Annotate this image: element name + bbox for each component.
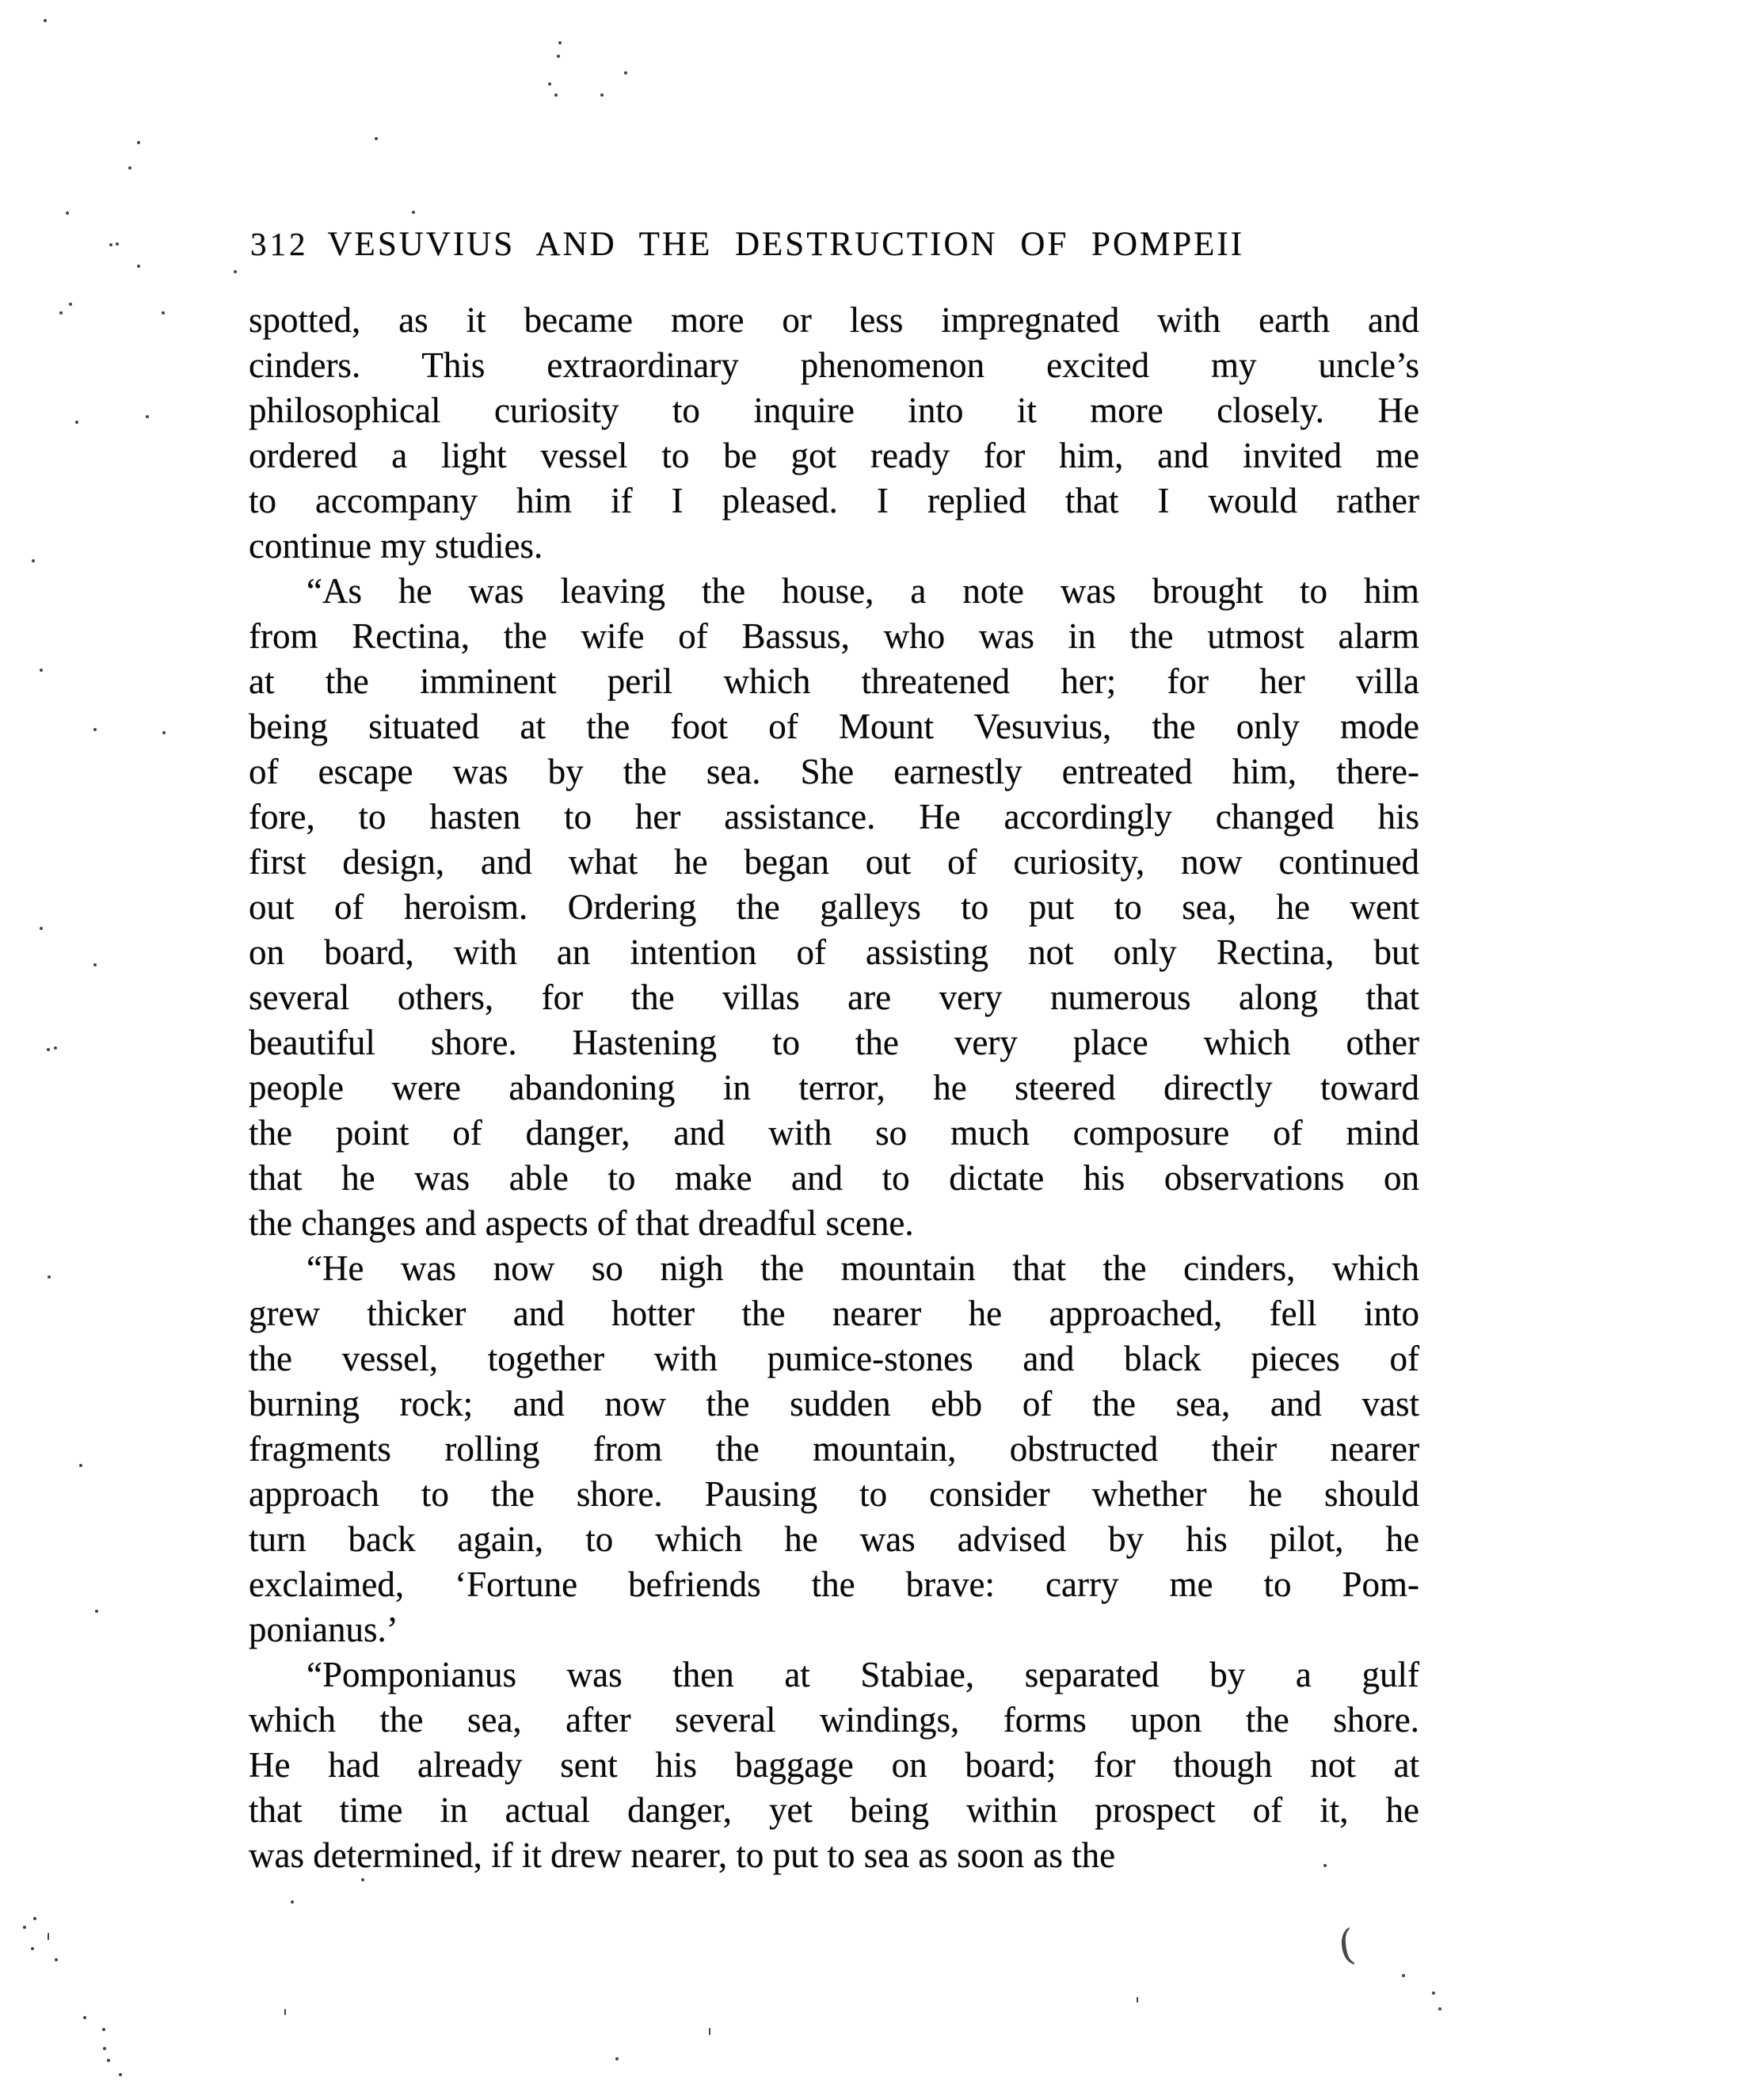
text-line: approach to the shore. Pausing to consider whether he should <box>249 1474 1419 1514</box>
text-line: ponianus.’ <box>249 1610 398 1649</box>
text-line: that he was able to make and to dictate his observations on <box>249 1158 1419 1198</box>
scan-curl-artifact: ( <box>1335 1920 1358 1971</box>
scan-speckle <box>32 559 35 562</box>
text-line: that time in actual danger, yet being within prospect of it, he <box>249 1790 1419 1830</box>
scan-speckle <box>33 1917 36 1920</box>
scan-speckle <box>59 311 63 314</box>
scan-speckle <box>23 1926 26 1929</box>
scan-speckle <box>361 1878 364 1881</box>
scan-speckle <box>615 2057 619 2060</box>
text-line: at the imminent peril which threatened her; for her villa <box>249 661 1419 701</box>
paragraph <box>249 1246 1419 1652</box>
text-line: “As he was leaving the house, a note was brought to him <box>307 571 1419 611</box>
text-line: “He was now so nigh the mountain that the cinders, which <box>307 1248 1419 1288</box>
scan-speckle <box>284 2009 286 2015</box>
text-line: fragments rolling from the mountain, obstructed their nearer <box>249 1429 1419 1469</box>
text-line: the point of danger, and with so much composure of mind <box>249 1113 1419 1153</box>
scan-speckle <box>709 2028 710 2035</box>
scan-speckle <box>55 1958 58 1961</box>
text-line: burning rock; and now the sudden ebb of the sea, and vast <box>249 1384 1419 1424</box>
scan-speckle <box>557 55 560 58</box>
scan-speckle <box>1438 2007 1441 2010</box>
scan-speckle <box>54 1046 57 1050</box>
text-line: of escape was by the sea. She earnestly entreated him, there- <box>249 752 1419 791</box>
scan-speckle <box>75 421 78 424</box>
text-line: He had already sent his baggage on board; for though not at <box>249 1745 1419 1785</box>
scan-speckle <box>234 270 237 273</box>
scan-speckle <box>291 1900 294 1904</box>
text-line: beautiful shore. Hastening to the very place which other <box>249 1023 1419 1062</box>
scan-speckle <box>1402 1974 1405 1977</box>
text-line: turn back again, to which he was advised by his pilot, he <box>249 1519 1419 1559</box>
paragraph <box>249 1652 1419 1878</box>
scan-speckle <box>375 137 378 140</box>
paragraph <box>249 298 1419 569</box>
scan-speckle <box>102 2028 105 2031</box>
scan-speckle <box>137 141 140 144</box>
text-line: was determined, if it drew nearer, to put to sea as soon as the <box>249 1835 1116 1875</box>
text-line: the vessel, together with pumice-stones and black pieces of <box>249 1339 1419 1378</box>
scan-speckle <box>1137 1997 1138 2003</box>
scan-speckle <box>47 1048 50 1051</box>
scan-speckle <box>95 1610 98 1613</box>
scan-speckle <box>40 669 43 672</box>
scan-speckle <box>69 303 72 306</box>
scan-speckle <box>44 19 47 22</box>
text-line: from Rectina, the wife of Bassus, who was in the utmost alarm <box>249 616 1419 656</box>
running-title: VESUVIUS AND THE DESTRUCTION OF POMPEII <box>327 226 1245 263</box>
text-line: people were abandoning in terror, he steered directly toward <box>249 1068 1419 1107</box>
text-line: ordered a light vessel to be got ready for him, and invited me <box>249 436 1419 475</box>
scan-speckle <box>31 1947 34 1950</box>
text-line: several others, for the villas are very numerous along that <box>249 978 1419 1017</box>
scan-speckle <box>558 41 562 44</box>
scan-speckle <box>624 71 627 74</box>
scan-speckle <box>128 166 131 170</box>
text-line: cinders. This extraordinary phenomenon excited my uncle’s <box>249 345 1419 385</box>
scan-speckle <box>66 212 69 215</box>
text-line: continue my studies. <box>249 526 543 566</box>
text-line: fore, to hasten to her assistance. He accordingly changed his <box>249 797 1419 837</box>
text-line: exclaimed, ‘Fortune befriends the brave: carry me to Pom- <box>249 1565 1419 1604</box>
text-line: being situated at the foot of Mount Vesuvius, the only mode <box>249 707 1419 746</box>
paragraph <box>249 569 1419 1246</box>
scan-speckle <box>162 311 165 314</box>
text-line: which the sea, after several windings, forms upon the shore. <box>249 1700 1419 1740</box>
scan-speckle <box>412 211 415 214</box>
scan-speckle <box>146 415 149 418</box>
text-line: on board, with an intention of assisting not only Rectina, but <box>249 932 1419 972</box>
page-number: 312 <box>250 226 309 262</box>
text-line: the changes and aspects of that dreadful scene. <box>249 1203 914 1243</box>
scan-speckle <box>1432 1991 1435 1995</box>
text-line: first design, and what he began out of curiosity, now continued <box>249 842 1419 882</box>
text-line: out of heroism. Ordering the galleys to put to sea, he went <box>249 887 1419 927</box>
scan-speckle <box>119 2073 122 2076</box>
scan-speckle <box>79 1464 82 1467</box>
scan-speckle <box>48 1933 49 1940</box>
scan-speckle <box>554 93 558 97</box>
scan-speckle <box>83 2016 86 2019</box>
scan-speckle <box>137 265 140 268</box>
scan-speckle <box>103 2047 106 2050</box>
scan-speckle <box>93 728 97 731</box>
scan-speckle <box>600 93 604 97</box>
scan-speckle <box>40 927 43 930</box>
page-header <box>250 227 1244 261</box>
text-line: philosophical curiosity to inquire into it more closely. He <box>249 391 1419 430</box>
scan-speckle <box>548 82 551 86</box>
text-line: grew thicker and hotter the nearer he approached, fell into <box>249 1294 1419 1333</box>
scan-speckle <box>1323 1864 1327 1867</box>
scan-speckle <box>93 963 97 966</box>
body-text <box>249 298 1419 1878</box>
scan-speckle <box>162 731 166 734</box>
scan-speckle <box>107 2059 110 2062</box>
scan-speckle <box>109 243 112 246</box>
scan-speckle <box>48 1275 51 1279</box>
text-line: spotted, as it became more or less impregnated with earth and <box>249 300 1419 340</box>
text-line: “Pomponianus was then at Stabiae, separated by a gulf <box>307 1655 1419 1694</box>
scan-speckle <box>116 242 119 246</box>
text-line: to accompany him if I pleased. I replied that I would rather <box>249 481 1419 520</box>
